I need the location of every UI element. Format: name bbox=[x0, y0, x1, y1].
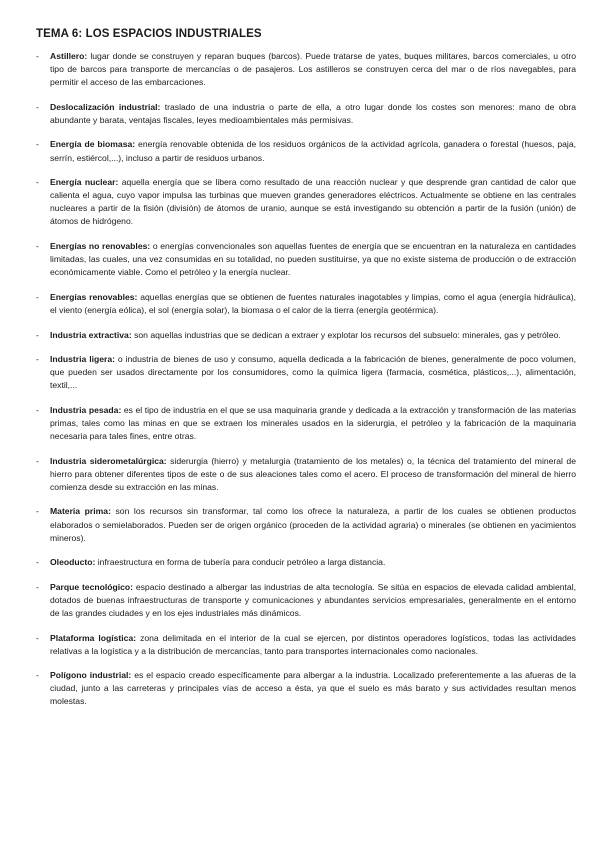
glossary-definition: aquella energía que se libera como resultado de una reacción nuclear y que desprende gran cantidad de calor que calienta el agua, cuyo vapor impulsa las turbinas que mueven grandes generadores eléctricos. Actualmente se obtiene en las centrales nucleares a partir de la fisión (división) de átomos de uranio, aunque se está investigando su obtención a partir de la fusión (unión) de átomos de hidrógeno. bbox=[50, 177, 577, 227]
bullet-dash: - bbox=[36, 354, 39, 365]
glossary-definition: siderurgia (hierro) y metalurgia (tratamiento de los metales) o, la técnica del tratamiento del mineral de hierro para obtener diferentes tipos de este o de sus aleaciones tales como el acero. El proceso de transformación del mineral de hierro comienza desde su extracción en las minas. bbox=[50, 455, 576, 492]
glossary-term: Plataforma logística bbox=[50, 632, 134, 643]
glossary-entry bbox=[36, 632, 576, 658]
bullet-dash: - bbox=[36, 581, 39, 592]
bullet-dash: - bbox=[36, 291, 39, 302]
glossary-definition: o energías convencionales son aquellas fuentes de energía que se encuentran en la naturaleza en cantidades limitadas, las cuales, una vez consumidas en su totalidad, no pueden sustituirse, ya que no existe sistema de producción o de extracción económicamente viable. Como el petróleo y la energía nuclear. bbox=[50, 241, 577, 278]
glossary-term: Energías no renovables bbox=[50, 241, 148, 252]
glossary-term: Industria ligera bbox=[50, 354, 113, 365]
term-colon: : bbox=[132, 139, 136, 150]
bullet-dash: - bbox=[36, 177, 39, 188]
glossary-term: Industria extractiva bbox=[50, 329, 129, 340]
term-colon: : bbox=[133, 632, 137, 643]
glossary-term: Energía de biomasa bbox=[50, 139, 133, 150]
glossary-definition: espacio destinado a albergar las industrias de alta tecnología. Se sitúa en espacios de elevada calidad ambiental, dotados de buenas infraestructuras de transporte y comunicaciones y abundantes servicios empresariales, generalmente en el entorno de las grandes ciudades y en los ejes industriales más dinámicos. bbox=[50, 581, 576, 618]
glossary-term: Polígono industrial bbox=[50, 670, 129, 681]
term-colon: : bbox=[163, 455, 167, 466]
glossary-term: Energías renovables bbox=[50, 291, 135, 302]
glossary-entry bbox=[36, 138, 576, 164]
glossary-term: Industria siderometalúrgica bbox=[50, 455, 164, 466]
glossary-list bbox=[36, 50, 576, 709]
bullet-dash: - bbox=[36, 455, 39, 466]
glossary-definition: traslado de una industria o parte de ella, a otro lugar donde los costes son menores: mano de obra abundante y barata, ventajas fiscales, leyes medioambientales más permisivas. bbox=[50, 101, 576, 125]
glossary-entry bbox=[36, 404, 576, 443]
term-colon: : bbox=[115, 177, 119, 188]
term-colon: : bbox=[128, 329, 132, 340]
term-colon: : bbox=[118, 404, 122, 415]
bullet-dash: - bbox=[36, 557, 39, 568]
bullet-dash: - bbox=[36, 51, 39, 61]
glossary-definition: zona delimitada en el interior de la cual se ejercen, por distintos operadores logísticos, todas las actividades relativas a la logística y a la distribución de mercancías, tanto para transportes internacionales como nacionales. bbox=[50, 632, 576, 656]
term-colon: : bbox=[130, 581, 134, 592]
term-colon: : bbox=[108, 506, 111, 517]
glossary-entry bbox=[36, 455, 576, 494]
bullet-dash: - bbox=[36, 101, 39, 112]
bullet-dash: - bbox=[36, 632, 39, 643]
term-colon: : bbox=[128, 670, 132, 681]
glossary-definition: infraestructura en forma de tubería para conducir petróleo a larga distancia. bbox=[95, 557, 386, 568]
bullet-dash: - bbox=[36, 506, 39, 517]
glossary-definition: o industria de bienes de uso y consumo, aquella dedicada a la fabricación de bienes, generalmente de poco volumen, que pueden ser usados directamente por los consumidores, como la química ligera (farmacia, cosmética, plásticos,...), alimentación, textil,... bbox=[50, 354, 576, 391]
glossary-entry bbox=[36, 581, 576, 620]
term-colon: : bbox=[157, 101, 161, 112]
glossary-term: Materia prima bbox=[50, 506, 109, 517]
glossary-term: Parque tecnológico bbox=[50, 581, 131, 592]
glossary-definition: son aquellas industrias que se dedican a extraer y explotar los recursos del subsuelo: minerales, gas y petróleo. bbox=[131, 329, 561, 340]
glossary-definition: es el espacio creado específicamente para albergar a la industria. Localizado preferentemente a las afueras de la ciudad, junto a las carreteras y principales vías de acceso a ésta, ya que el suelo es más barato y sus actividades resultan menos molestas. bbox=[50, 670, 576, 707]
term-colon: : bbox=[92, 557, 96, 568]
term-colon: : bbox=[147, 241, 151, 252]
glossary-entry bbox=[36, 329, 576, 342]
bullet-dash: - bbox=[36, 670, 39, 681]
glossary-entry bbox=[36, 50, 576, 89]
glossary-entry bbox=[36, 505, 576, 544]
glossary-term: Energía nuclear bbox=[50, 177, 116, 188]
glossary-definition: es el tipo de industria en el que se usa maquinaria grande y dedicada a la extracción y transformación de las materias primas, tales como las minas en que se extraen los minerales usados en la siderurgia, el petróleo y la fabricación de la maquinaria necesaria para tales fines, entre otras. bbox=[50, 404, 576, 442]
glossary-term: Oleoducto bbox=[50, 557, 93, 568]
bullet-dash: - bbox=[36, 329, 39, 340]
glossary-entry bbox=[36, 669, 576, 708]
page-title: TEMA 6: LOS ESPACIOS INDUSTRIALES bbox=[36, 28, 262, 40]
term-colon: : bbox=[134, 291, 138, 302]
bullet-dash: - bbox=[36, 139, 39, 150]
glossary-definition: son los recursos sin transformar, tal como los ofrece la naturaleza, a partir de los cuales se obtienen productos elaborados o semielaborados. Pueden ser de origen orgánico (proceden de la actividad agraria) o minerales (se obtienen en yacimientos mineros). bbox=[50, 506, 576, 543]
term-colon: : bbox=[112, 354, 116, 365]
glossary-term: Astillero bbox=[50, 51, 85, 61]
glossary-entry bbox=[36, 240, 576, 279]
glossary-entry bbox=[36, 556, 576, 569]
glossary-definition: lugar donde se construyen y reparan buques (barcos). Puede tratarse de yates, buques militares, barcos comerciales, u otro tipo de barcos para transporte de mercancías o de pasajeros. Los astilleros se construyen cerca del mar o de ríos navegables, para permitir el acceso de las embarcaciones. bbox=[50, 51, 576, 88]
glossary-entry bbox=[36, 353, 576, 392]
bullet-dash: - bbox=[36, 241, 39, 252]
glossary-entry bbox=[36, 291, 576, 317]
glossary-term: Industria pesada bbox=[50, 404, 119, 415]
glossary-entry bbox=[36, 176, 576, 228]
glossary-entry bbox=[36, 101, 576, 127]
bullet-dash: - bbox=[36, 404, 39, 415]
glossary-definition: energía renovable obtenida de los residuos orgánicos de la actividad agrícola, ganadera o forestal (huesos, paja, serrín, estiércol,...), incluso a partir de residuos urbanos. bbox=[50, 139, 576, 163]
glossary-term: Deslocalización industrial bbox=[50, 101, 158, 112]
term-colon: : bbox=[84, 51, 88, 61]
glossary-definition: aquellas energías que se obtienen de fuentes naturales inagotables y limpias, como el agua (energía hidráulica), el viento (energía eólica), el sol (energía solar), la biomasa o el calor de la tierra (energía geotérmica). bbox=[50, 291, 576, 315]
